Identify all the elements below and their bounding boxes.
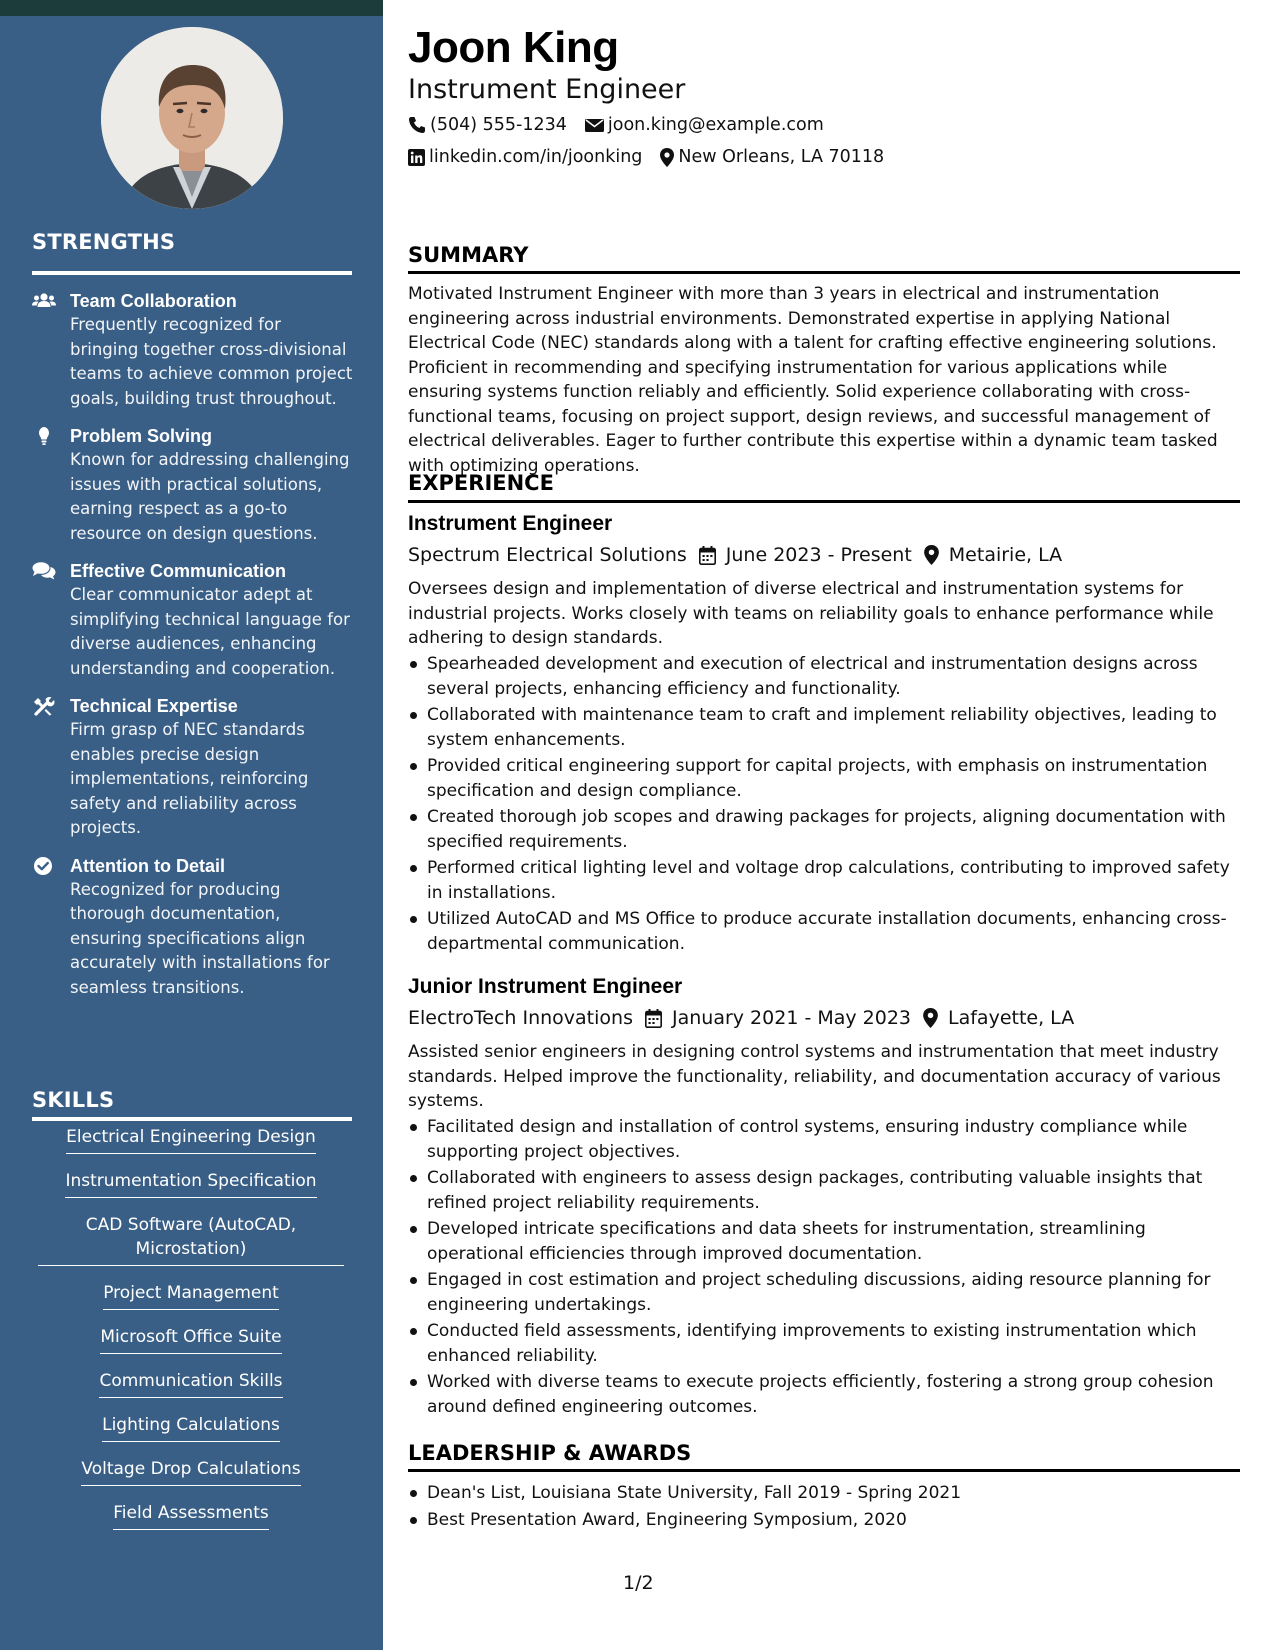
page-number: 1/2	[623, 1572, 654, 1594]
list-item: Created thorough job scopes and drawing packages for projects, aligning documentation with specified requirements.	[408, 805, 1240, 854]
strength-title: Team Collaboration	[70, 291, 237, 311]
skill-item: CAD Software (AutoCAD, Microstation)	[38, 1213, 344, 1266]
job-title: Junior Instrument Engineer	[408, 975, 683, 998]
job-description: Assisted senior engineers in designing control systems and instrumentation that meet industry standards. Helped improve the functionality, reliability, and documentation accuracy of various systems.	[408, 1042, 1221, 1111]
strengths-rule	[32, 271, 352, 275]
phone-icon	[408, 116, 426, 134]
location-contact	[660, 146, 884, 168]
job-description: Oversees design and implementation of diverse electrical and instrumentation systems for industrial projects. Works closely with teams on reliability goals to enhance performance while adhering to design standards.	[408, 579, 1214, 648]
job-company: ElectroTech Innovations	[408, 1007, 633, 1029]
strength-item	[32, 424, 354, 546]
list-item: Engaged in cost estimation and project scheduling discussions, aiding resource planning for engineering undertakings.	[408, 1268, 1240, 1317]
job-company: Spectrum Electrical Solutions	[408, 544, 687, 566]
sidebar	[0, 0, 383, 1650]
phone-text: (504) 555-1234	[430, 115, 567, 135]
comments-icon	[32, 561, 56, 581]
email-text: joon.king@example.com	[607, 115, 824, 135]
list-item: Collaborated with engineers to assess design packages, contributing valuable insights that refined project reliability requirements.	[408, 1166, 1240, 1215]
job-meta	[408, 542, 1062, 568]
strength-title: Problem Solving	[70, 426, 213, 446]
contact-row-1	[408, 114, 842, 136]
summary-rule	[408, 271, 1240, 274]
list-item: Worked with diverse teams to execute projects efficiently, fostering a strong group cohesion around defined engineering outcomes.	[408, 1370, 1240, 1419]
profile-photo	[101, 27, 283, 209]
candidate-title: Instrument Engineer	[408, 74, 686, 105]
summary-heading: SUMMARY	[408, 243, 529, 267]
strengths-list	[32, 289, 354, 1013]
job-dates: January 2021 - May 2023	[671, 1007, 912, 1029]
skill-item: Instrumentation Specification	[65, 1169, 316, 1198]
skill-item: Field Assessments	[113, 1501, 268, 1530]
sidebar-top-bar	[0, 0, 383, 16]
strength-item	[32, 854, 354, 1001]
contact-row-2	[408, 146, 902, 168]
users-icon	[32, 291, 56, 311]
strength-title: Technical Expertise	[70, 696, 238, 716]
strength-title: Attention to Detail	[70, 855, 225, 876]
job-bullets	[408, 1115, 1240, 1421]
experience-heading: EXPERIENCE	[408, 471, 554, 495]
check-circle-icon	[32, 856, 56, 876]
phone-contact[interactable]	[408, 114, 567, 136]
linkedin-icon	[408, 149, 425, 166]
job-meta	[408, 1005, 1074, 1031]
candidate-name: Joon King	[408, 23, 619, 72]
job-dates: June 2023 - Present	[725, 544, 912, 566]
linkedin-text: linkedin.com/in/joonking	[429, 147, 643, 167]
skill-item: Communication Skills	[99, 1369, 282, 1398]
list-item: Best Presentation Award, Engineering Symposium, 2020	[408, 1508, 1240, 1533]
strength-desc: Known for addressing challenging issues with practical solutions, earning respect as a go-to resource on design questions.	[70, 450, 350, 543]
strength-desc: Clear communicator adept at simplifying technical language for diverse audiences, enhancing understanding and cooperation.	[70, 585, 350, 678]
list-item: Facilitated design and installation of control systems, ensuring industry compliance while supporting project objectives.	[408, 1115, 1240, 1164]
skills-list	[38, 1125, 344, 1545]
awards-rule	[408, 1469, 1240, 1472]
list-item: Spearheaded development and execution of electrical and instrumentation designs across several projects, enhancing efficiency and functionality.	[408, 652, 1240, 701]
skill-item: Project Management	[103, 1281, 279, 1310]
map-marker-icon	[923, 1008, 938, 1028]
email-contact[interactable]	[585, 114, 824, 136]
envelope-icon	[585, 118, 604, 133]
skill-item: Lighting Calculations	[102, 1413, 280, 1442]
strength-item	[32, 694, 354, 841]
calendar-icon	[699, 546, 716, 565]
list-item: Dean's List, Louisiana State University, Fall 2019 - Spring 2021	[408, 1481, 1240, 1506]
strength-item	[32, 559, 354, 681]
skill-item: Electrical Engineering Design	[66, 1125, 316, 1154]
map-marker-icon	[924, 545, 939, 565]
lightbulb-icon	[32, 426, 56, 446]
awards-list	[408, 1481, 1240, 1534]
map-marker-icon	[660, 148, 674, 167]
strength-desc: Frequently recognized for bringing together cross-divisional teams to achieve common project goals, building trust throughout.	[70, 315, 353, 408]
list-item: Collaborated with maintenance team to craft and implement reliability objectives, leading to system enhancements.	[408, 703, 1240, 752]
linkedin-contact[interactable]	[408, 146, 642, 168]
strengths-heading: STRENGTHS	[32, 230, 176, 254]
skills-rule	[32, 1117, 352, 1121]
job-bullets	[408, 652, 1240, 958]
job-title: Instrument Engineer	[408, 512, 613, 535]
awards-heading: LEADERSHIP & AWARDS	[408, 1441, 692, 1465]
summary-text: Motivated Instrument Engineer with more than 3 years in electrical and instrumentation engineering across industrial environments. Demonstrated expertise in applying National Electrical Code (NEC) standards along with a talent for crafting effective engineering solutions. Proficient in recommending and specifying instrumentation for various applications while ensuring systems function reliably and efficiently. Solid experience collaborating with cross-functional teams, focusing on project support, design reviews, and successful management of electrical deliverables. Eager to further contribute this expertise within a dynamic team tasked with optimizing operations.	[408, 284, 1218, 476]
skill-item: Voltage Drop Calculations	[81, 1457, 300, 1486]
strength-item	[32, 289, 354, 411]
strength-desc: Recognized for producing thorough documentation, ensuring specifications align accurately with installations for seamless transitions.	[70, 879, 330, 997]
skill-item: Microsoft Office Suite	[100, 1325, 281, 1354]
experience-rule	[408, 500, 1240, 503]
list-item: Conducted field assessments, identifying improvements to existing instrumentation which enhanced reliability.	[408, 1319, 1240, 1368]
list-item: Developed intricate specifications and data sheets for instrumentation, streamlining operational efficiencies through improved documentation.	[408, 1217, 1240, 1266]
list-item: Provided critical engineering support for capital projects, with emphasis on instrumentation specification and design compliance.	[408, 754, 1240, 803]
job-location: Lafayette, LA	[948, 1007, 1075, 1029]
calendar-icon	[645, 1009, 662, 1028]
strength-title: Effective Communication	[70, 561, 287, 581]
list-item: Performed critical lighting level and voltage drop calculations, contributing to improved safety in installations.	[408, 856, 1240, 905]
strength-desc: Firm grasp of NEC standards enables precise design implementations, reinforcing safety and reliability across projects.	[70, 720, 309, 837]
job-location: Metairie, LA	[948, 544, 1063, 566]
location-text: New Orleans, LA 70118	[678, 147, 885, 167]
skills-heading: SKILLS	[32, 1088, 115, 1112]
tools-icon	[32, 696, 56, 716]
list-item: Utilized AutoCAD and MS Office to produce accurate installation documents, enhancing cross-departmental communication.	[408, 907, 1240, 956]
